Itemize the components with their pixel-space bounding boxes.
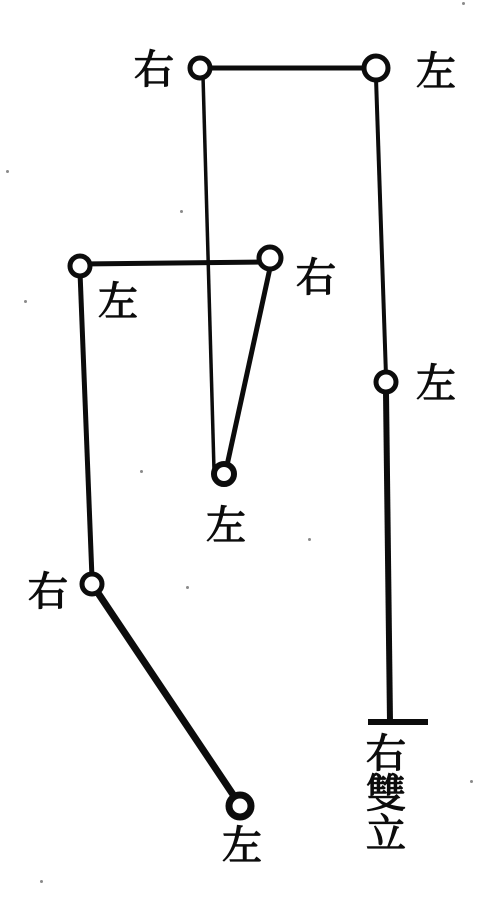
label-mid-right-node: 右 [296,254,336,301]
label-center-bottom: 左 [206,502,246,549]
scan-speck [40,880,43,883]
path-segment-mid-diagonal [226,268,270,470]
scan-speck [462,2,465,5]
node-mid-left [70,256,90,276]
node-bottom-end [229,795,251,817]
label-foot-line3: 立 [366,810,406,857]
path-segment-right-lower [386,392,390,722]
path-segment-mid-bar [80,262,266,264]
label-bottom-end: 左 [222,822,262,869]
label-left-lower: 右 [28,568,68,615]
path-segment-left-vertical [203,76,214,470]
label-right-middle: 左 [416,360,456,407]
label-top-right: 左 [416,48,456,95]
scan-speck [186,586,189,589]
label-mid-left-node: 左 [98,278,138,325]
label-foot-line1: 右 [366,730,406,777]
node-top-left [190,58,210,78]
label-top-left: 右 [134,46,174,93]
label-foot-stack [366,730,406,857]
path-segment-left-column [80,272,92,578]
scan-speck [6,170,9,173]
label-foot-line2: 雙 [366,770,406,817]
node-mid-right [259,247,281,269]
scan-speck [180,210,183,213]
node-left-lower [82,574,102,594]
scan-speck [140,470,143,473]
scan-speck [470,780,473,783]
path-segment-right-upper [376,78,386,376]
path-segment-lower-diagonal [96,590,238,802]
node-right-middle [376,372,396,392]
node-top-right [364,56,388,80]
node-center [214,464,234,484]
scan-speck [308,538,311,541]
scan-speck [24,300,27,303]
